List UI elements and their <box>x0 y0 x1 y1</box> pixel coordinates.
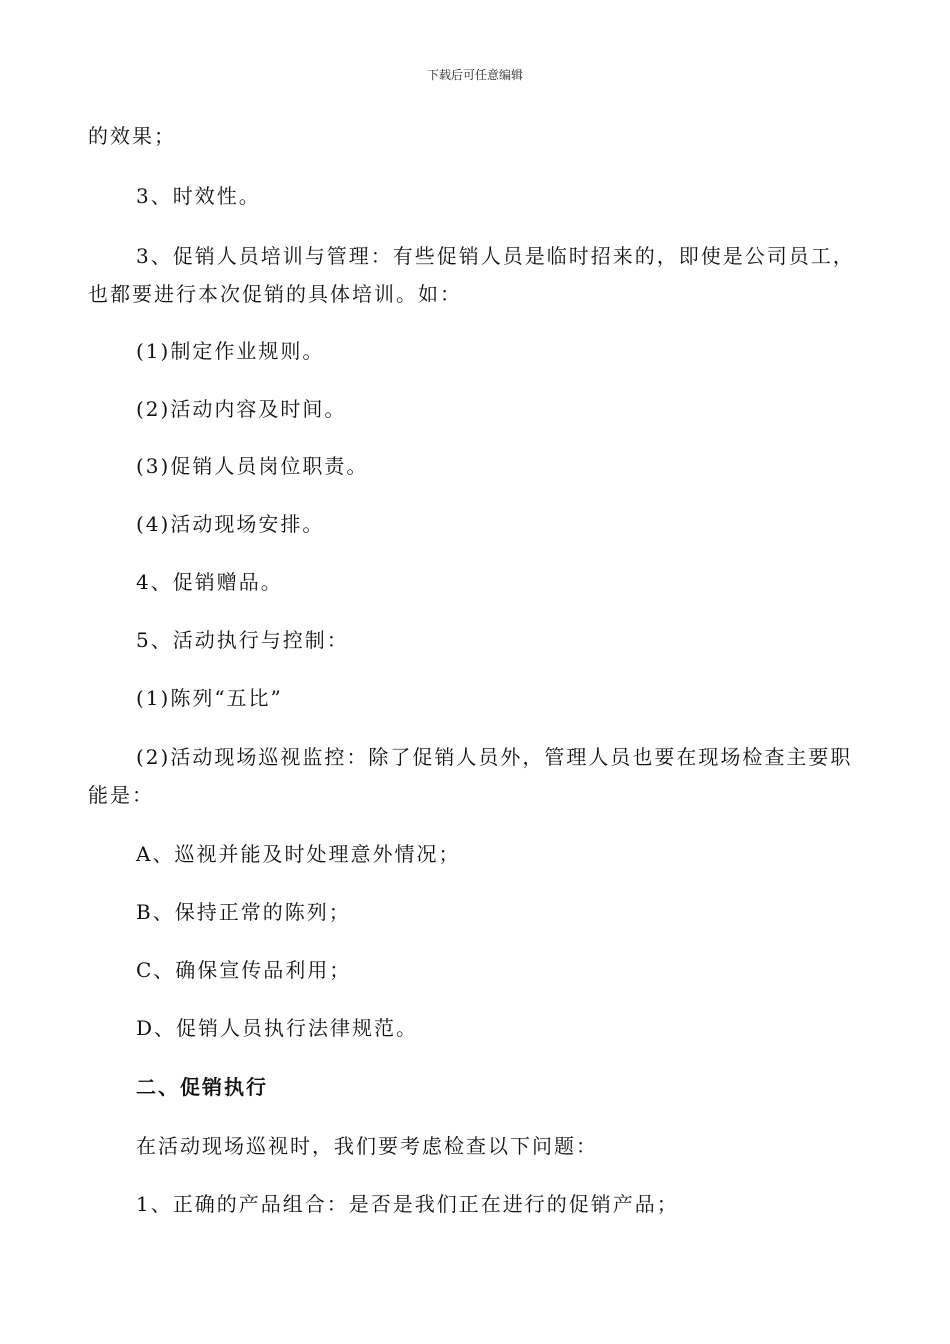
text-line: 也都要进行本次促销的具体培训。如： <box>88 282 462 306</box>
text-line: A、巡视并能及时处理意外情况； <box>136 842 461 866</box>
text-line: (2)活动现场巡视监控：除了促销人员外，管理人员也要在现场检查主要职 <box>136 745 853 769</box>
text-line: 3、促销人员培训与管理：有些促销人员是临时招来的，即使是公司员工， <box>136 244 855 268</box>
text-line: 4、促销赠品。 <box>136 570 283 594</box>
text-line: 的效果； <box>88 124 176 148</box>
page-header: 下载后可任意编辑 <box>426 68 523 82</box>
text-line: 能是： <box>88 783 154 807</box>
text-line: (2)活动内容及时间。 <box>136 397 347 421</box>
text-line: 3、时效性。 <box>136 184 261 208</box>
text-line: (4)活动现场安排。 <box>136 512 325 536</box>
text-line: B、保持正常的陈列； <box>136 900 351 924</box>
text-line: 在活动现场巡视时，我们要考虑检查以下问题： <box>136 1134 598 1158</box>
text-line: (1)陈列“五比” <box>136 686 283 710</box>
text-line: (3)促销人员岗位职责。 <box>136 454 369 478</box>
section-heading: 二、促销执行 <box>136 1075 268 1099</box>
text-line: 1、正确的产品组合：是否是我们正在进行的促销产品； <box>136 1192 679 1216</box>
text-line: (1)制定作业规则。 <box>136 339 325 363</box>
text-line: C、确保宣传品利用； <box>136 958 352 982</box>
text-line: D、促销人员执行法律规范。 <box>136 1016 419 1040</box>
text-line: 5、活动执行与控制： <box>136 628 349 652</box>
